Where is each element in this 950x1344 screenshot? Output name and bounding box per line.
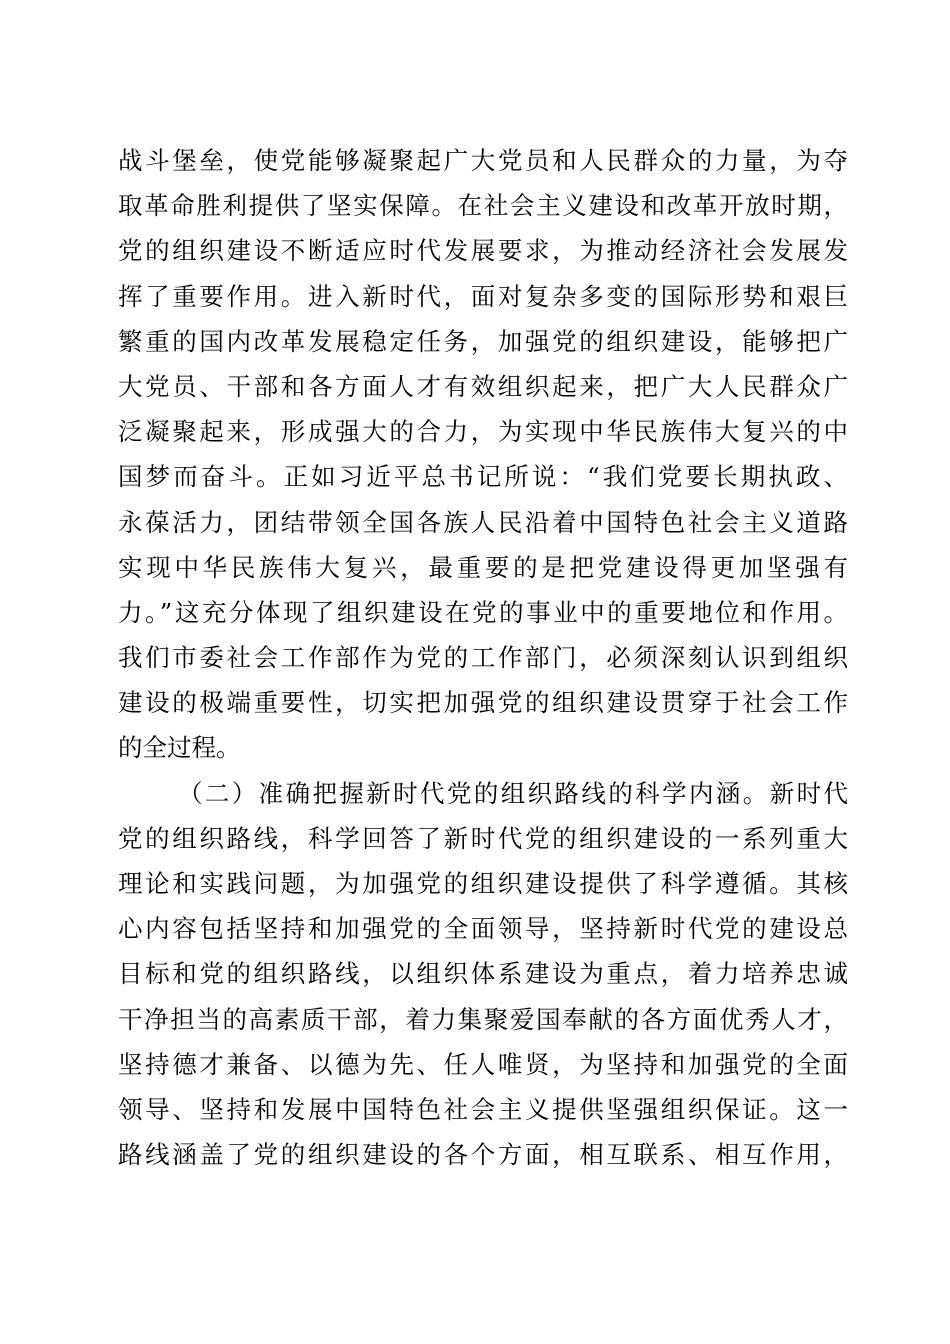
text-line: 我们市委社会工作部作为党的工作部门，必须深刻认识到组织 <box>118 643 848 673</box>
text-line: 繁重的国内改革发展稳定任务，加强党的组织建设，能够把广 <box>118 326 848 356</box>
text-line: 力。”这充分体现了组织建设在党的事业中的重要地位和作用。 <box>118 597 848 627</box>
text-line: 泛凝聚起来，形成强大的合力，为实现中华民族伟大复兴的中 <box>118 417 848 447</box>
text-line: 实现中华民族伟大复兴，最重要的是把党建设得更加坚强有 <box>118 552 848 582</box>
text-line: 挥了重要作用。进入新时代，面对复杂多变的国际形势和艰巨 <box>118 281 848 311</box>
text-line: 路线涵盖了党的组织建设的各个方面，相互联系、相互作用， <box>118 1140 848 1170</box>
text-line: 干净担当的高素质干部，着力集聚爱国奉献的各方面优秀人才， <box>118 1004 848 1034</box>
text-line: 坚持德才兼备、以德为先、任人唯贤，为坚持和加强党的全面 <box>118 1049 848 1079</box>
text-line: 建设的极端重要性，切实把加强党的组织建设贯穿于社会工作 <box>118 688 848 718</box>
text-line: 党的组织建设不断适应时代发展要求，为推动经济社会发展发 <box>118 236 848 266</box>
text-line: 目标和党的组织路线，以组织体系建设为重点，着力培养忠诚 <box>118 959 848 989</box>
text-line: 取革命胜利提供了坚实保障。在社会主义建设和改革开放时期， <box>118 191 848 221</box>
text-line: 领导、坚持和发展中国特色社会主义提供坚强组织保证。这一 <box>118 1094 848 1124</box>
text-line: 的全过程。 <box>118 733 241 763</box>
text-line: 大党员、干部和各方面人才有效组织起来，把广大人民群众广 <box>118 371 848 401</box>
text-line: 战斗堡垒，使党能够凝聚起广大党员和人民群众的力量，为夺 <box>118 146 848 175</box>
text-line: 永葆活力，团结带领全国各族人民沿着中国特色社会主义道路 <box>118 507 848 537</box>
body-text <box>118 138 848 1177</box>
text-line: 党的组织路线，科学回答了新时代党的组织建设的一系列重大 <box>118 823 848 853</box>
section-heading-line: （二）准确把握新时代党的组织路线的科学内涵。新时代 <box>178 778 848 808</box>
text-line: 国梦而奋斗。正如习近平总书记所说：“我们党要长期执政、 <box>118 462 848 492</box>
text-line: 心内容包括坚持和加强党的全面领导，坚持新时代党的建设总 <box>118 914 848 944</box>
text-line: 理论和实践问题，为加强党的组织建设提供了科学遵循。其核 <box>118 869 848 898</box>
